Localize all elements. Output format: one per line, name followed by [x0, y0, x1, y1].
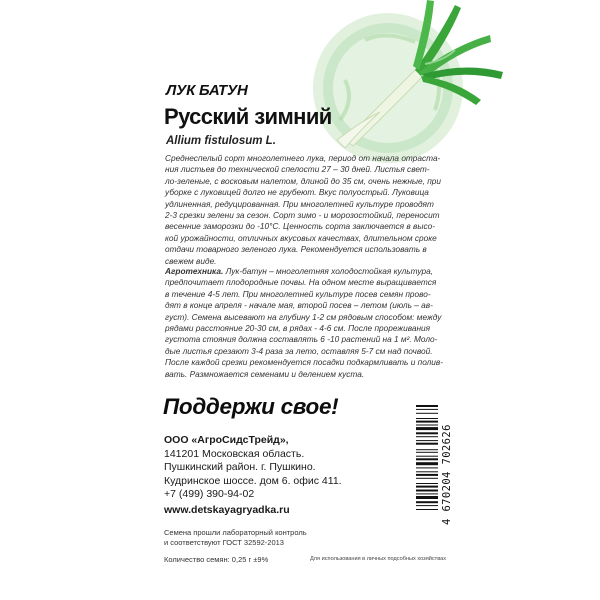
description-line: весенние заморозки до -10°С. Ценность сорта заключается в высо- [165, 221, 436, 232]
certification-line: Семена прошли лабораторный контроль [164, 528, 307, 537]
product-category: ЛУК БАТУН [166, 82, 248, 99]
barcode-bar [416, 505, 438, 506]
barcode-bar [416, 478, 438, 479]
description-line: удлиненная, редуцированная. При многолетней культуре проводят [165, 198, 434, 209]
website-link[interactable]: www.detskayagryadka.ru [164, 503, 290, 516]
barcode-bar [416, 490, 438, 492]
agrotech-line: дые листья срезают 3-4 раза за лето, оставляя 5-7 см над почвой. [165, 345, 433, 356]
variety-title: Русский зимний [164, 104, 332, 129]
barcode-bar [416, 456, 438, 457]
description-line: ло-зеленые, с восковым налетом, длиной до 35 см, очень нежные, при [165, 175, 442, 186]
address-line: Пушкинский район. г. Пушкино. [164, 461, 316, 473]
phone-number: +7 (499) 390-94-02 [164, 488, 255, 500]
barcode-bar [416, 405, 438, 407]
company-name: ООО «АгроСидсТрейд», [164, 434, 289, 446]
description-line: свежем виде. [165, 255, 217, 266]
barcode-bar [416, 509, 438, 510]
latin-name: Allium fistulosum L. [166, 135, 276, 147]
barcode-bar [416, 440, 438, 441]
agrotech-heading: Агротехника. [165, 266, 224, 276]
barcode-icon [416, 405, 438, 545]
barcode-bar [416, 496, 438, 499]
agrotech-line: предпочитает плодородные почвы. На одном месте выращивается [165, 277, 437, 288]
barcode-bar [416, 421, 438, 423]
barcode-bar [416, 409, 438, 410]
barcode-bar [416, 483, 438, 484]
barcode-bar [416, 458, 438, 460]
description-line: уборке с луковицей долго не грубеют. Вкус полуострый. Луковица [165, 187, 429, 198]
agrotech-line: в течение 4-5 лет. При многолетней культуре посев семян прово- [165, 288, 431, 299]
barcode-bar [416, 452, 438, 453]
agrotech-line: густота стояния должна составлять 6 -10 растений на 1 м². Моло- [165, 334, 438, 345]
seed-quantity: Количество семян: 0,25 г ±9% [164, 555, 269, 564]
certification [164, 528, 307, 548]
agrotech-line: После каждой срезки рекомендуется посадки подкармливать и полив- [165, 357, 444, 368]
agrotechnics [165, 266, 445, 380]
barcode-bar [416, 462, 438, 465]
barcode-bar [416, 432, 438, 434]
barcode-number [441, 405, 453, 545]
barcode-bar [416, 493, 438, 494]
agrotech-line: вать. Размножается семенами и делением куста. [165, 368, 365, 379]
agrotech-line: густ). Семена высевают на глубину 1-2 см рядовым способом: между [165, 311, 442, 322]
barcode-bar [416, 474, 438, 476]
contact-block [164, 434, 342, 517]
agrotech-first-line [165, 266, 445, 277]
green-onion-illustration [305, 0, 505, 175]
barcode-bar [416, 449, 438, 450]
address-line: 141201 Московская область. [164, 447, 305, 460]
description-line: Среднеспелый сорт многолетнего лука, период от начала отраста- [165, 153, 441, 163]
address-line: Кудринское шоссе. дом 6. офис 411. [164, 474, 342, 487]
barcode-bar [416, 501, 438, 503]
barcode-bar [416, 413, 438, 414]
certification-line: и соответствуют ГОСТ 32592-2013 [164, 538, 284, 547]
barcode-bar [416, 471, 438, 472]
agrotech-intro: Лук-батун – многолетняя холодостойкая культура, [225, 266, 434, 276]
barcode-bar [416, 436, 438, 437]
barcode-bar [416, 427, 438, 430]
barcode-bar [416, 467, 438, 468]
barcode-bar [416, 418, 438, 419]
description-line: отдачи товарного зеленого лука. Рекомендуется использовать в [165, 244, 427, 255]
agrotech-line: рядами расстояние 20-30 см, в рядах - 4-6 см. После прореживания [165, 323, 431, 334]
description [165, 153, 445, 267]
description-line: 2-3 срезки зелени за сезон. Сорт зимо - и морозостойкий, переносит [165, 210, 440, 221]
slogan: Поддержи свое! [163, 394, 339, 419]
barcode-bar [416, 443, 438, 445]
barcode-bar [416, 486, 438, 488]
barcode-digits: 4 670204 702626 [441, 424, 453, 526]
description-line: ния листьев до технической спелости 27 – 30 дней. Листья свет- [165, 164, 430, 175]
agrotech-line: дят в конце апреля - начале мая, второй посев – летом (июль – ав- [165, 300, 433, 311]
private-use-note: Для использования в личных подсобных хозяйствах [310, 556, 447, 562]
description-line: кой урожайности, отличных вкусовых качествах, длительном сроке [165, 232, 437, 243]
barcode-bar [416, 425, 438, 426]
